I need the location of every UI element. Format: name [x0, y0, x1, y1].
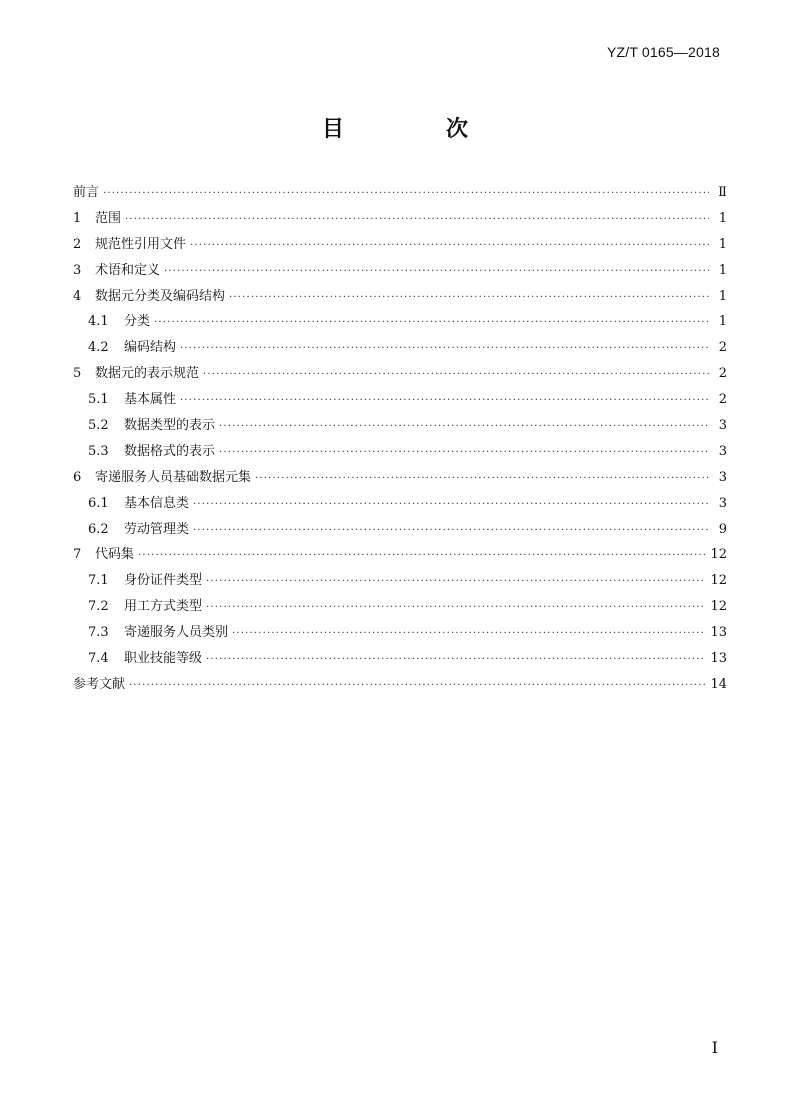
toc-entry-page: 2 — [718, 340, 727, 356]
standard-code: YZ/T 0165—2018 — [606, 44, 720, 60]
toc-dot-leader — [190, 233, 709, 259]
toc-entry-label: 规范性引用文件 — [95, 236, 187, 252]
toc-entry-page: 12 — [710, 599, 727, 615]
toc-entry-number: 4.2 — [88, 340, 109, 356]
toc-dot-leader — [206, 647, 706, 673]
toc-entry[interactable] — [73, 568, 727, 594]
toc-entry-number: 7.3 — [88, 625, 109, 641]
toc-entry-label: 范围 — [95, 210, 122, 226]
toc-entry-label: 代码集 — [95, 547, 135, 563]
toc-entry[interactable] — [73, 646, 727, 672]
toc-entry[interactable] — [73, 232, 727, 258]
toc-entry-label: 用工方式类型 — [124, 599, 203, 615]
toc-entry-page: 13 — [710, 625, 727, 641]
toc-entry[interactable] — [73, 361, 727, 387]
toc-entry-number: 6 — [73, 469, 82, 485]
toc-entry-page: 1 — [718, 314, 727, 330]
toc-dot-leader — [125, 207, 709, 233]
toc-entry-label: 数据元分类及编码结构 — [95, 288, 226, 304]
toc-dot-leader — [193, 518, 709, 544]
toc-entry-number: 7 — [73, 547, 82, 563]
toc-entry-number: 5.3 — [88, 443, 109, 459]
toc-entry-page: 3 — [718, 469, 727, 485]
toc-entry[interactable] — [73, 465, 727, 491]
toc-entry[interactable] — [73, 594, 727, 620]
toc-entry-number: 4 — [73, 288, 82, 304]
toc-entry-label: 术语和定义 — [95, 262, 161, 278]
toc-entry-label: 寄递服务人员类别 — [124, 625, 229, 641]
toc-entry[interactable] — [73, 491, 727, 517]
toc-entry-number: 5.1 — [88, 392, 109, 408]
page-title: 目 次 — [321, 117, 508, 142]
toc-entry-number: 5.2 — [88, 418, 109, 434]
toc-entry-page: 3 — [718, 443, 727, 459]
toc-entry-number: 6.2 — [88, 521, 109, 537]
toc-entry[interactable] — [73, 180, 727, 206]
toc-entry[interactable] — [73, 620, 727, 646]
toc-entry-number: 5 — [73, 366, 82, 382]
toc-dot-leader — [193, 492, 709, 518]
toc-entry-number: 4.1 — [88, 314, 109, 330]
toc-entry[interactable] — [73, 206, 727, 232]
toc-entry[interactable] — [73, 413, 727, 439]
toc-entry-number: 1 — [73, 210, 82, 226]
toc-entry-page: 14 — [710, 676, 727, 692]
toc-entry-label: 基本属性 — [124, 392, 177, 408]
toc-entry-page: 13 — [710, 651, 727, 667]
toc-entry-page: Ⅱ — [718, 185, 727, 200]
toc-entry-label: 职业技能等级 — [124, 651, 203, 667]
toc-entry-label: 数据类型的表示 — [124, 418, 216, 434]
toc-entry-page: 1 — [718, 262, 727, 278]
toc-entry-number: 2 — [73, 236, 82, 252]
toc-entry-label: 身份证件类型 — [124, 573, 203, 589]
toc-entry-page: 2 — [718, 366, 727, 382]
toc-entry[interactable] — [73, 258, 727, 284]
toc-entry-page: 3 — [718, 418, 727, 434]
toc-entry-number: 7.2 — [88, 599, 109, 615]
toc-entry-label: 寄递服务人员基础数据元集 — [95, 469, 252, 485]
toc-entry-number: 3 — [73, 262, 82, 278]
table-of-contents — [73, 180, 727, 698]
toc-entry-page: 1 — [718, 210, 727, 226]
toc-entry-number: 6.1 — [88, 495, 109, 511]
toc-entry-page: 2 — [718, 392, 727, 408]
toc-entry-page: 1 — [718, 236, 727, 252]
toc-entry-page: 12 — [710, 547, 727, 563]
toc-entry-page: 12 — [710, 573, 727, 589]
toc-entry-page: 3 — [718, 495, 727, 511]
toc-entry-number: 7.4 — [88, 651, 109, 667]
toc-dot-leader — [138, 543, 706, 569]
toc-entry-label: 分类 — [124, 314, 151, 330]
toc-entry[interactable] — [73, 542, 727, 568]
toc-entry[interactable] — [73, 335, 727, 361]
toc-entry-page: 9 — [718, 521, 727, 537]
toc-entry[interactable] — [73, 387, 727, 413]
toc-entry[interactable] — [73, 672, 727, 698]
toc-dot-leader — [219, 440, 709, 466]
toc-entry[interactable] — [73, 517, 727, 543]
toc-entry[interactable] — [73, 284, 727, 310]
toc-entry[interactable] — [73, 309, 727, 335]
page-folio: Ⅰ — [711, 1038, 718, 1057]
toc-dot-leader — [219, 414, 709, 440]
toc-dot-leader — [206, 595, 706, 621]
toc-dot-leader — [229, 285, 709, 311]
toc-dot-leader — [180, 336, 709, 362]
toc-entry-label: 参考文献 — [73, 676, 126, 692]
toc-dot-leader — [206, 569, 706, 595]
toc-dot-leader — [232, 621, 706, 647]
toc-entry-label: 数据格式的表示 — [124, 443, 216, 459]
toc-dot-leader — [154, 310, 709, 336]
toc-dot-leader — [203, 362, 709, 388]
toc-entry-page: 1 — [718, 288, 727, 304]
toc-dot-leader — [180, 388, 709, 414]
toc-entry-label: 基本信息类 — [124, 495, 190, 511]
toc-entry-label: 编码结构 — [124, 340, 177, 356]
toc-entry-number: 7.1 — [88, 573, 109, 589]
toc-entry-label: 数据元的表示规范 — [95, 366, 200, 382]
toc-dot-leader — [103, 181, 709, 207]
toc-dot-leader — [164, 259, 709, 285]
toc-entry[interactable] — [73, 439, 727, 465]
toc-dot-leader — [255, 466, 709, 492]
toc-entry-label: 劳动管理类 — [124, 521, 190, 537]
toc-dot-leader — [129, 673, 706, 699]
toc-entry-label: 前言 — [73, 185, 100, 200]
